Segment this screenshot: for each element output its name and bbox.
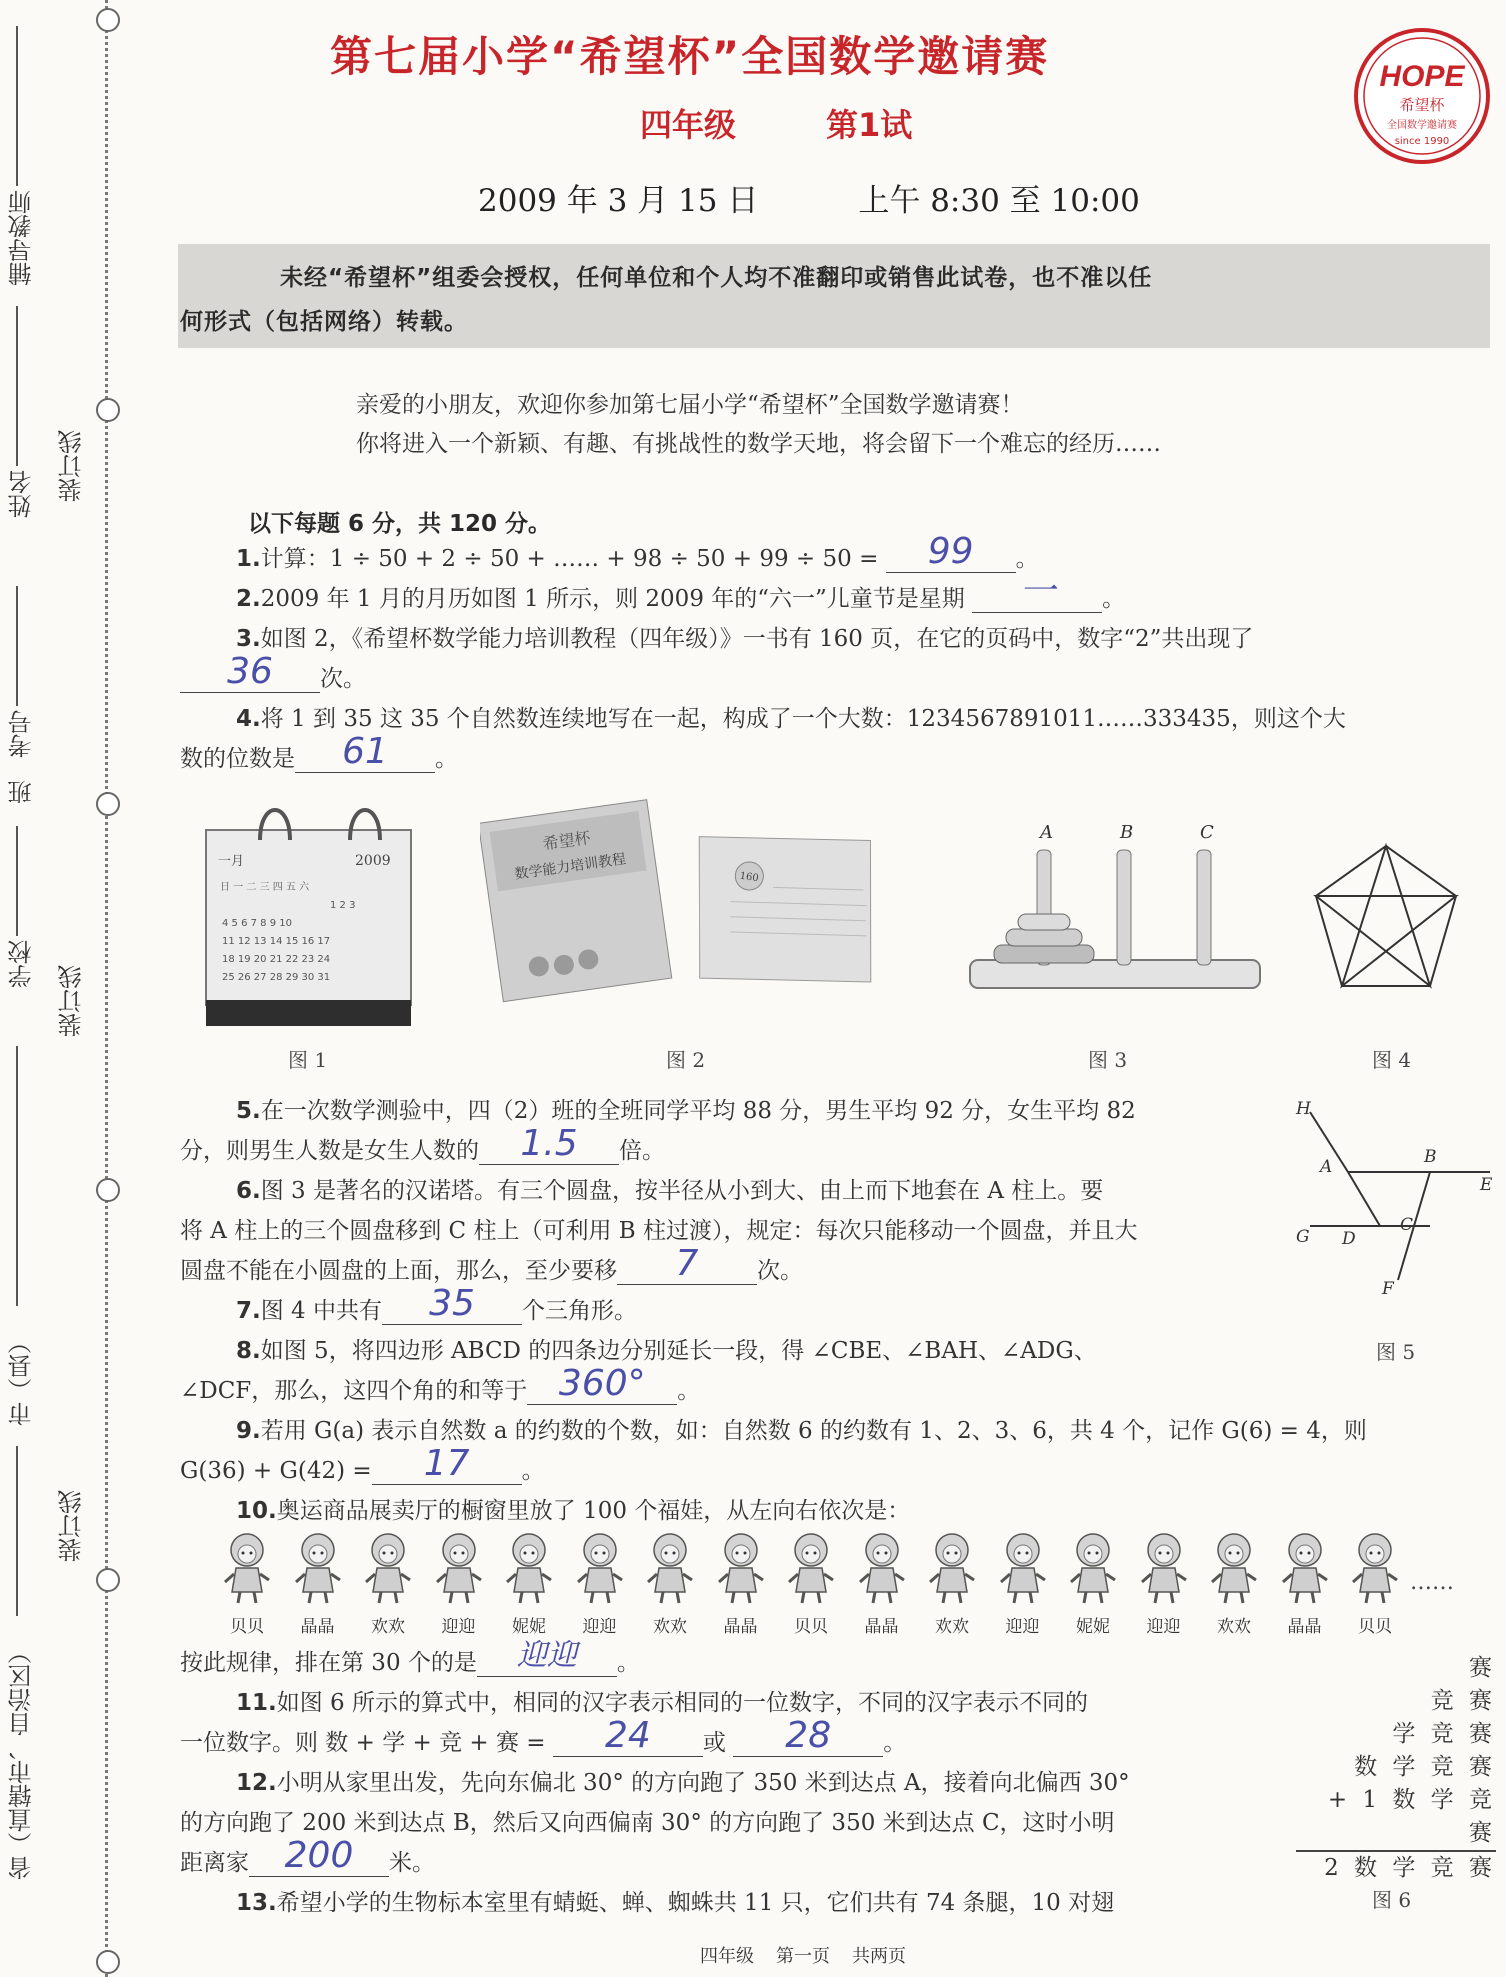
peg-label-a: A [1040, 822, 1053, 843]
question-9: 9.若用 G(a) 表示自然数 a 的约数的个数，如：自然数 6 的约数有 1、2、3、6，共 4 个，记作 G(6) = 4，则 [236, 1418, 1367, 1444]
question-8-cont: ∠DCF，那么，这四个角的和等于 360° 。 [180, 1363, 701, 1404]
fig6-row: + 1 数 学 竞 赛 [1296, 1784, 1496, 1852]
question-6-cont: 将 A 柱上的三个圆盘移到 C 柱上（可利用 B 柱过渡），规定：每次只能移动一个圆盘，并且大 [180, 1218, 1138, 1244]
binding-hole [96, 1178, 120, 1202]
fuwa-name-label: 迎迎 [1005, 1617, 1040, 1637]
fuwa-name-label: 晶晶 [1287, 1617, 1322, 1637]
fuwa-doll [363, 1530, 413, 1605]
hanoi-disk-medium [1006, 929, 1082, 946]
answer-blank-9[interactable]: 17 [372, 1456, 522, 1485]
figure-6-addition [1296, 1652, 1496, 1885]
fuwa-doll [1139, 1530, 1189, 1605]
strip-label-province: 省（直辖市、自治区） [8, 1640, 36, 1880]
calendar-year: 2009 [355, 853, 391, 869]
figure-2-book [480, 790, 900, 1010]
logo-hope-text: HOPE [1379, 60, 1465, 93]
round-label: 第1试 [826, 106, 913, 144]
hope-cup-logo [1352, 26, 1492, 166]
fuwa-doll [1068, 1530, 1118, 1605]
question-6-cont2: 圆盘不能在小圆盘的上面，那么，至少要移 7 次。 [180, 1243, 803, 1284]
point-label-f: F [1382, 1279, 1394, 1299]
fuwa-doll [1280, 1530, 1330, 1605]
calendar-row: 11 12 13 14 15 16 17 [222, 936, 331, 947]
point-label-c: C [1400, 1215, 1414, 1235]
class-blank[interactable] [16, 826, 18, 936]
figure-3-caption: 图 3 [1088, 1048, 1128, 1072]
question-8: 8.如图 5，将四边形 ABCD 的四条边分别延长一段，得 ∠CBE、∠BAH、∠ADG、 [236, 1338, 1097, 1364]
binding-dotted-line [105, 0, 108, 1977]
question-5: 5.在一次数学测验中，四（2）班的全班同学平均 88 分，男生平均 92 分，女生平均 82 [236, 1098, 1136, 1124]
question-11: 11.如图 6 所示的算式中，相同的汉字表示相同的一位数字，不同的汉字表示不同的 [236, 1690, 1089, 1716]
answer-blank-4[interactable]: 61 [295, 744, 435, 773]
logo-sub-text: 全国数学邀请赛 [1387, 120, 1457, 131]
binding-hole [96, 8, 120, 32]
answer-blank-7[interactable]: 35 [382, 1296, 522, 1325]
point-label-b: B [1424, 1147, 1437, 1167]
logo-cn-text: 希望杯 [1399, 96, 1445, 114]
question-10: 10.奥运商品展卖厅的橱窗里放了 100 个福娃，从左向右依次是： [236, 1498, 911, 1524]
strip-label-city: 市（县） [8, 1330, 36, 1426]
point-label-h: H [1296, 1100, 1311, 1119]
greeting-line-2: 你将进入一个新颖、有趣、有挑战性的数学天地，将会留下一个难忘的经历…… [356, 431, 1161, 457]
exam-time: 上午 8:30 至 10:00 [858, 183, 1140, 219]
figure-5-quadrilateral [1290, 1100, 1500, 1300]
strip-label-school: 学校 [8, 940, 36, 988]
fuwa-name-label: 欢欢 [371, 1617, 405, 1637]
answer-blank-5[interactable]: 1.5 [479, 1136, 619, 1165]
tutor-blank[interactable] [16, 26, 18, 186]
point-label-d: D [1342, 1229, 1356, 1249]
answer-blank-8[interactable]: 360° [527, 1376, 677, 1405]
fuwa-ellipsis: …… [1410, 1570, 1454, 1595]
grade-label: 四年级 [640, 106, 737, 144]
exam-date: 2009 年 3 月 15 日 [478, 183, 759, 219]
fuwa-name-label: 晶晶 [723, 1617, 758, 1637]
strip-label-binding-line: 装订线 [58, 965, 86, 1037]
fuwa-doll [504, 1530, 554, 1605]
calendar-row: 1 2 3 [330, 900, 356, 911]
fuwa-doll [222, 1530, 272, 1605]
question-13: 13.希望小学的生物标本室里有蜻蜓、蝉、蜘蛛共 11 只，它们共有 74 条腿，10 对翅 [236, 1890, 1115, 1916]
fuwa-name-label: 晶晶 [300, 1617, 335, 1637]
figure-5-caption: 图 5 [1376, 1340, 1416, 1364]
answer-blank-3[interactable]: 36 [180, 664, 320, 693]
binding-hole [96, 792, 120, 816]
answer-blank-11b[interactable]: 28 [733, 1728, 883, 1757]
question-5-cont: 分，则男生人数是女生人数的 1.5 倍。 [180, 1123, 665, 1164]
fuwa-name-label: 欢欢 [1217, 1617, 1251, 1637]
strip-label-binding-line: 装订线 [58, 430, 86, 502]
question-3: 3.如图 2，《希望杯数学能力培训教程（四年级）》一书有 160 页，在它的页码中，数字“2”共出现了 [236, 626, 1254, 652]
peg-label-b: B [1120, 822, 1134, 843]
figure-1-calendar [200, 790, 420, 1030]
peg-label-c: C [1200, 822, 1214, 843]
copyright-notice-text [180, 256, 1480, 344]
answer-blank-12[interactable]: 200 [249, 1848, 389, 1877]
fuwa-doll [293, 1530, 343, 1605]
question-12-cont: 的方向跑了 200 米到达点 B，然后又向西偏南 30° 的方向跑了 350 米到达点 C，这时小明 [180, 1810, 1115, 1836]
point-label-g: G [1296, 1227, 1310, 1247]
calendar-weekdays: 日 一 二 三 四 五 六 [220, 882, 310, 893]
fuwa-name-label: 妮妮 [1076, 1617, 1110, 1637]
book-page-number: 160 [738, 870, 760, 885]
fuwa-doll [786, 1530, 836, 1605]
question-1: 1.计算：1 ÷ 50 + 2 ÷ 50 + …… + 98 ÷ 50 + 99 ÷ 50 = 99 。 [236, 531, 1039, 572]
greeting-line-1: 亲爱的小朋友，欢迎你参加第七届小学“希望杯”全国数学邀请赛！ [356, 392, 1024, 418]
footer-page: 第一页 [776, 1946, 830, 1967]
answer-blank-6[interactable]: 7 [617, 1256, 757, 1285]
fuwa-doll [575, 1530, 625, 1605]
footer-total: 共两页 [852, 1946, 906, 1967]
question-2: 2.2009 年 1 月的月历如图 1 所示，则 2009 年的“六一”儿童节是星期 一 。 [236, 571, 1126, 612]
question-10-cont: 按此规律，排在第 30 个的是 迎迎 。 [180, 1638, 640, 1676]
fuwa-name-label: 贝贝 [230, 1617, 264, 1637]
answer-blank-1[interactable]: 99 [886, 544, 1016, 573]
footer-grade: 四年级 [700, 1946, 754, 1967]
fig6-row: 赛 [1469, 1655, 1496, 1681]
hanoi-disk-large [994, 945, 1094, 963]
fuwa-name-label: 迎迎 [1146, 1617, 1181, 1637]
binding-hole [96, 1950, 120, 1974]
question-9-cont: G(36) + G(42) = 17 。 [180, 1443, 545, 1484]
fig6-row: 竞 赛 [1430, 1688, 1496, 1714]
answer-blank-11a[interactable]: 24 [553, 1728, 703, 1757]
question-7: 7.图 4 中共有 35 个三角形。 [236, 1283, 638, 1324]
question-4-cont: 数的位数是 61 。 [180, 731, 458, 772]
exam-title: 第七届小学“希望杯”全国数学邀请赛 [330, 32, 1050, 81]
calendar-row: 18 19 20 21 22 23 24 [222, 954, 331, 965]
fuwa-doll [716, 1530, 766, 1605]
answer-blank-10[interactable]: 迎迎 [477, 1648, 617, 1677]
figure-3-hanoi-tower [960, 820, 1270, 1000]
point-label-e: E [1480, 1175, 1493, 1195]
binding-hole [96, 398, 120, 422]
exam-no-blank[interactable] [16, 586, 18, 706]
scoring-intro: 以下每题 6 分，共 120 分。 [248, 511, 552, 537]
figure-2-caption: 图 2 [666, 1048, 706, 1072]
question-12: 12.小明从家里出发，先向东偏北 30° 的方向跑了 350 米到达点 A，接着向北偏西 30° [236, 1770, 1130, 1796]
fuwa-doll [1350, 1530, 1400, 1605]
binding-strip [0, 0, 140, 1977]
fuwa-doll [998, 1530, 1048, 1605]
calendar-row: 25 26 27 28 29 30 31 [222, 972, 331, 983]
figure-1-caption: 图 1 [288, 1048, 328, 1072]
fuwa-name-label: 欢欢 [935, 1617, 969, 1637]
book-title: 希望杯 [541, 828, 592, 854]
figure-4-caption: 图 4 [1372, 1048, 1412, 1072]
fuwa-name-label: 贝贝 [794, 1617, 828, 1637]
fig6-row: 2 数 学 竞 赛 [1324, 1855, 1496, 1881]
question-3-cont: 36 次。 [180, 660, 366, 693]
notice-line-2: 何形式（包括网络）转载。 [180, 309, 468, 335]
fuwa-name-label: 欢欢 [653, 1617, 687, 1637]
figure-4-pentagram [1306, 838, 1466, 998]
question-4: 4.将 1 到 35 这 35 个自然数连续地写在一起，构成了一个大数：1234567891011……333435，则这个大 [236, 706, 1346, 732]
fig6-row: 学 竞 赛 [1392, 1721, 1496, 1747]
logo-since-text: since 1990 [1394, 136, 1450, 147]
question-6: 6.图 3 是著名的汉诺塔。有三个圆盘，按半径从小到大、由上而下地套在 A 柱上。要 [236, 1178, 1104, 1204]
point-label-a: A [1320, 1157, 1333, 1177]
fig6-row: 数 学 竞 赛 [1354, 1754, 1496, 1780]
exam-subtitle [640, 100, 1002, 146]
page-footer [700, 1942, 928, 1968]
fuwa-name-label: 贝贝 [1358, 1617, 1392, 1637]
fuwa-name-label: 妮妮 [512, 1617, 546, 1637]
answer-blank-2[interactable]: 一 [972, 584, 1102, 613]
fuwa-name-label: 晶晶 [864, 1617, 899, 1637]
figure-6-caption: 图 6 [1372, 1888, 1412, 1912]
strip-label-exam-no: 考号 [8, 710, 36, 758]
binding-hole [96, 1568, 120, 1592]
fuwa-name-label: 迎迎 [582, 1617, 617, 1637]
strip-label-binding-line: 装订线 [58, 1490, 86, 1562]
fuwa-doll [927, 1530, 977, 1605]
fuwa-doll [1209, 1530, 1259, 1605]
fuwa-doll [857, 1530, 907, 1605]
strip-label-class: 班 [8, 780, 36, 804]
notice-line-1: 未经“希望杯”组委会授权，任何单位和个人均不准翻印或销售此试卷，也不准以任 [280, 265, 1153, 291]
fuwa-doll [645, 1530, 695, 1605]
strip-label-tutor: 辅导教师 [8, 190, 36, 286]
book-subtitle: 数学能力培训教程 [513, 851, 627, 883]
question-12-cont2: 距离家 200 米。 [180, 1835, 435, 1876]
calendar-row: 4 5 6 7 8 9 10 [222, 918, 292, 929]
exam-datetime [478, 175, 1240, 220]
strip-label-name: 姓名 [8, 470, 36, 518]
hanoi-disk-small [1018, 914, 1070, 930]
fuwa-name-label: 迎迎 [441, 1617, 476, 1637]
fuwa-doll [434, 1530, 484, 1605]
calendar-month: 一月 [218, 854, 245, 869]
question-11-cont: 一位数字。则 数 + 学 + 竞 + 赛 = 24 或 28 。 [180, 1715, 907, 1756]
name-blank[interactable] [16, 306, 18, 466]
city-blank[interactable] [16, 1446, 18, 1616]
school-blank[interactable] [16, 1046, 18, 1306]
